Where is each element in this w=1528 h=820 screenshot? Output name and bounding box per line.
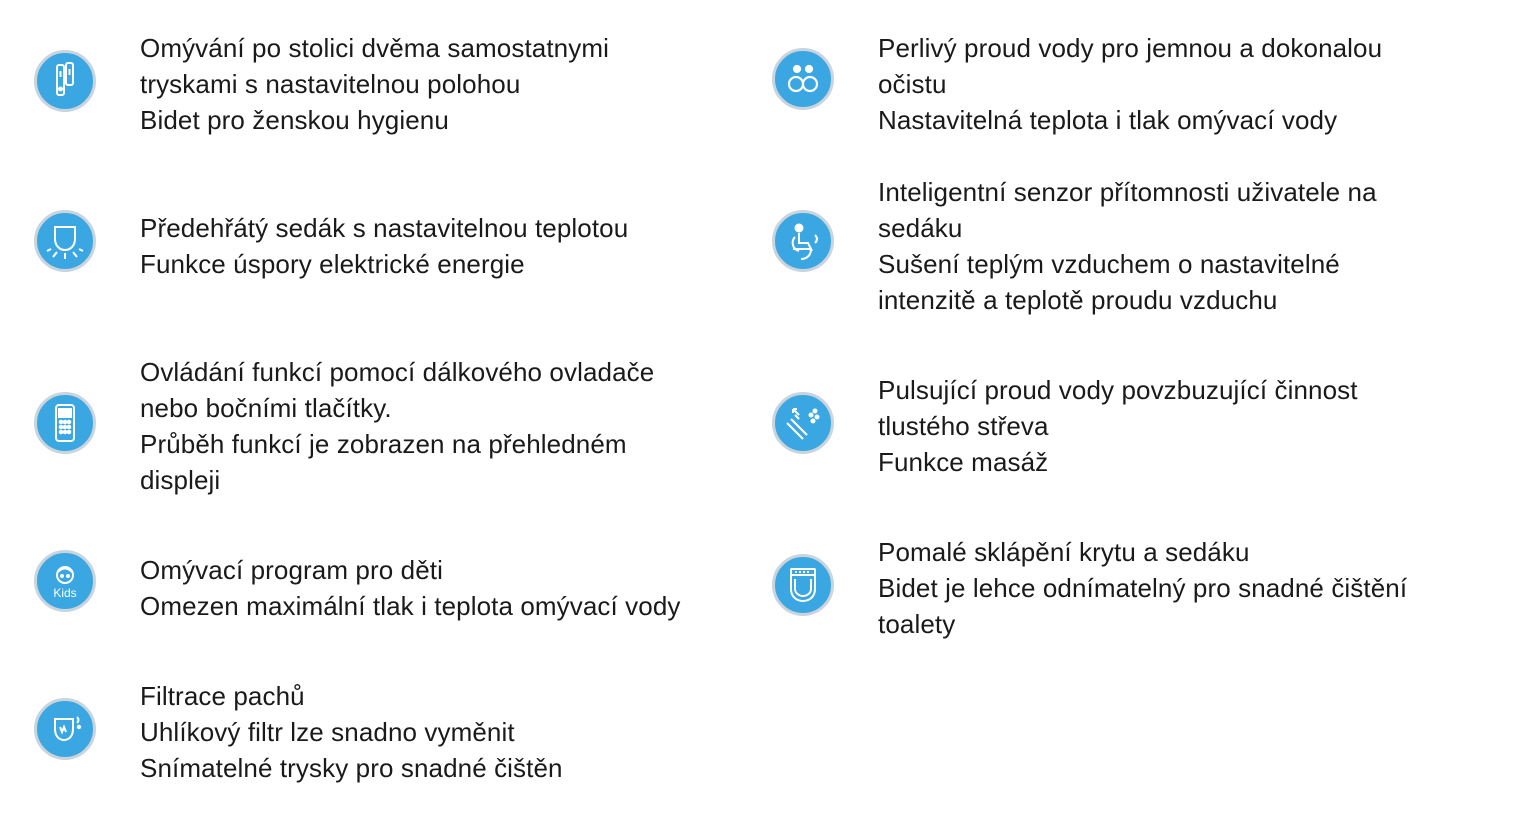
feature-text (140, 678, 563, 786)
feature-line: Bidet pro ženskou hygienu (140, 105, 449, 135)
water-bubbles-icon (772, 48, 834, 110)
feature-line: Nastavitelná teplota i tlak omývací vody (878, 105, 1338, 135)
feature-line: tryskami s nastavitelnou polohou (140, 69, 521, 99)
feature-text (878, 534, 1407, 642)
feature-line: Perlivý proud vody pro jemnou a dokonalou (878, 33, 1383, 63)
feature-text (140, 30, 609, 138)
feature-line: Omývací program pro děti (140, 555, 443, 585)
feature-line: Průběh funkcí je zobrazen na přehledném (140, 429, 627, 459)
soft-close-lid-icon (772, 554, 834, 616)
kids-icon (34, 550, 96, 612)
feature-line: Uhlíkový filtr lze snadno vyměnit (140, 717, 515, 747)
feature-line: toalety (878, 609, 956, 639)
feature-text (140, 210, 628, 282)
pulsating-water-icon (772, 392, 834, 454)
seat-sensor-icon (772, 210, 834, 272)
feature-line: Bidet je lehce odnímatelný pro snadné čištění (878, 573, 1408, 603)
feature-line: tlustého střeva (878, 411, 1049, 441)
feature-line: očistu (878, 69, 947, 99)
feature-line: Sušení teplým vzduchem o nastavitelné (878, 249, 1340, 279)
feature-line: Funkce úspory elektrické energie (140, 249, 525, 279)
remote-control-icon (34, 392, 96, 454)
feature-line: Omezen maximální tlak i teplota omývací vody (140, 591, 681, 621)
feature-line: intenzitě a teplotě proudu vzduchu (878, 285, 1278, 315)
feature-line: Filtrace pachů (140, 681, 305, 711)
feature-text (140, 354, 654, 498)
feature-line: Omývání po stolici dvěma samostatnymi (140, 33, 609, 63)
feature-line: nebo bočními tlačítky. (140, 393, 392, 423)
feature-line: Předehřátý sedák s nastavitelnou teplotou (140, 213, 629, 243)
feature-text (878, 372, 1358, 480)
feature-line: Pomalé sklápění krytu a sedáku (878, 537, 1250, 567)
feature-text (878, 30, 1382, 138)
twin-nozzle-icon (34, 50, 96, 112)
feature-text (140, 552, 681, 624)
feature-line: displeji (140, 465, 221, 495)
feature-line: sedáku (878, 213, 963, 243)
feature-line: Snímatelné trysky pro snadné čištěn (140, 753, 563, 783)
feature-line: Ovládání funkcí pomocí dálkového ovladače (140, 357, 655, 387)
odor-filter-icon (34, 698, 96, 760)
feature-line: Inteligentní senzor přítomnosti uživatele na (878, 177, 1377, 207)
kids-icon-label: Kids (53, 586, 77, 600)
feature-text (878, 174, 1377, 318)
heated-seat-icon (34, 210, 96, 272)
feature-line: Pulsující proud vody povzbuzující činnost (878, 375, 1358, 405)
feature-line: Funkce masáž (878, 447, 1049, 477)
